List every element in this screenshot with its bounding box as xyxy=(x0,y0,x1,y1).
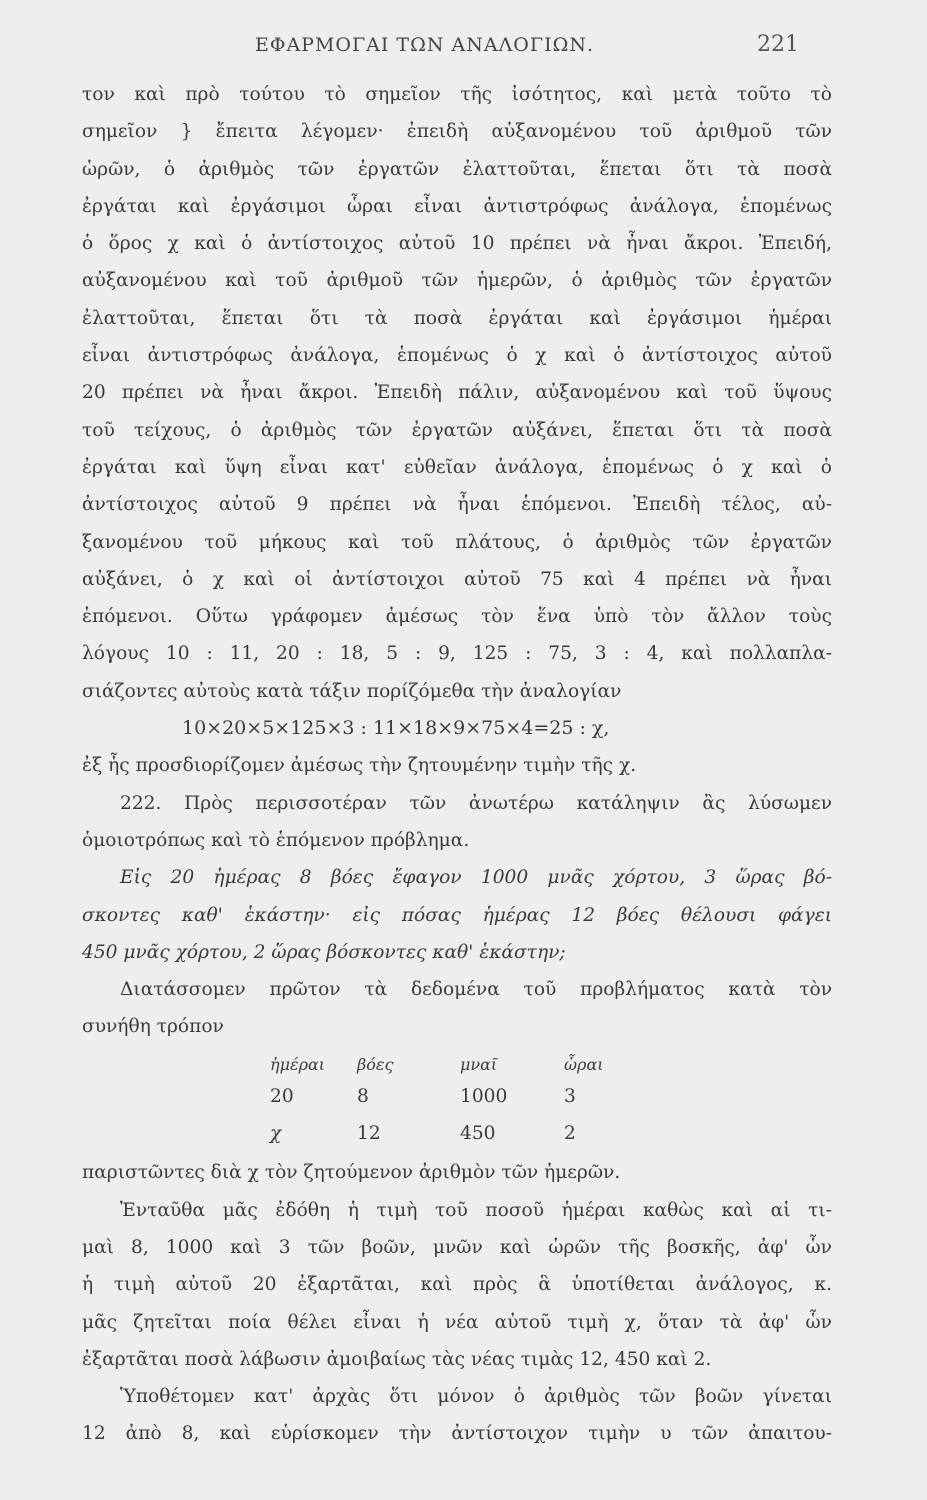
text-line: τοῦ τείχους, ὁ ἀριθμὸς τῶν ἐργατῶν αὐξάνει, ἕπεται ὅτι τὰ ποσὰ xyxy=(82,419,832,441)
text-line: τον καὶ πρὸ τούτου τὸ σημεῖον τῆς ἰσότητος, καὶ μετὰ τοῦτο τὸ xyxy=(82,84,832,105)
text-line: ἑπόμενοι. Οὕτω γράφομεν ἀμέσως τὸν ἕνα ὑπὸ τὸν ἄλλον τοὺς xyxy=(82,606,832,628)
problem-line: Εἰς 20 ἡμέρας 8 βόες ἔφαγον 1000 μνᾶς χόρτου, 3 ὥρας βό- xyxy=(120,867,832,889)
table-cell: 2 xyxy=(564,1123,576,1145)
text-line: συνήθη τρόπον xyxy=(82,1016,224,1038)
text-line: αὐξανομένου καὶ τοῦ ἀριθμοῦ τῶν ἡμερῶν, ὁ ἀριθμὸς τῶν ἐργατῶν xyxy=(82,270,832,292)
text-line: μαὶ 8, 1000 καὶ 3 τῶν βοῶν, μνῶν καὶ ὡρῶν τῆς βοσκῆς, ἀφ' ὧν xyxy=(82,1236,832,1258)
text-line: ἐργάται καὶ ἐργάσιμοι ὧραι εἶναι ἀντιστρόφως ἀνάλογα, ἑπομένως xyxy=(82,195,832,217)
text-line: αὐξάνει, ὁ χ καὶ οἱ ἀντίστοιχοι αὐτοῦ 75 καὶ 4 πρέπει νὰ ἦναι xyxy=(82,568,832,590)
text-line: ὡρῶν, ὁ ἀριθμὸς τῶν ἐργατῶν ἐλαττοῦται, ἕπεται ὅτι τὰ ποσὰ xyxy=(82,158,832,180)
table-cell: 1000 xyxy=(460,1085,508,1107)
table-cell: 20 xyxy=(270,1085,294,1107)
table-row xyxy=(82,1115,832,1152)
table-cell: 12 xyxy=(357,1123,381,1145)
text-line: ὁμοιοτρόπως καὶ τὸ ἑπόμενον πρόβλημα. xyxy=(82,829,470,851)
page-body xyxy=(82,76,832,1453)
table-header-cell: ὧραι xyxy=(564,1054,604,1074)
table-cell: χ xyxy=(270,1123,282,1145)
text-line: σιάζοντες αὐτοὺς κατὰ τάξιν πορίζόμεθα τὴν ἀναλογίαν xyxy=(82,680,622,702)
running-title: ΕΦΑΡΜΟΓΑΙ ΤΩΝ ΑΝΑΛΟΓΙΩΝ. xyxy=(255,34,594,56)
text-line: ἀντίστοιχος αὐτοῦ 9 πρέπει νὰ ἦναι ἑπόμενοι. Ἐπειδὴ τέλος, αὐ- xyxy=(82,494,832,516)
text-line: παριστῶντες διὰ χ τὸν ζητούμενον ἀριθμὸν τῶν ἡμερῶν. xyxy=(82,1162,621,1184)
text-line: ἐλαττοῦται, ἕπεται ὅτι τὰ ποσὰ ἐργάται καὶ ἐργάσιμοι ἡμέραι xyxy=(82,307,832,329)
text-line: ἐξ ἧς προσδιορίζομεν ἀμέσως τὴν ζητουμένην τιμὴν τῆς χ. xyxy=(82,755,637,777)
text-line: ἐργάται καὶ ὕψη εἶναι κατ' εὐθεῖαν ἀνάλογα, ἑπομένως ὁ χ καὶ ὁ xyxy=(82,456,832,478)
table-cell: 8 xyxy=(357,1085,369,1107)
table-header-row xyxy=(82,1048,832,1078)
text-line: ἡ τιμὴ αὐτοῦ 20 ἐξαρτᾶται, καὶ πρὸς ἃ ὑποτίθεται ἀνάλογος, κ. xyxy=(82,1274,832,1296)
text-line: ὁ ὅρος χ καὶ ὁ ἀντίστοιχος αὐτοῦ 10 πρέπει νὰ ἦναι ἄκροι. Ἐπειδή, xyxy=(82,233,832,255)
text-line: ἐξαρτᾶται ποσὰ λάβωσιν ἀμοιβαίως τὰς νέας τιμὰς 12, 450 καὶ 2. xyxy=(82,1348,712,1370)
text-line: 12 ἀπὸ 8, καὶ εὑρίσκομεν τὴν ἀντίστοιχον τιμὴν υ τῶν ἀπαιτου- xyxy=(82,1423,832,1445)
page-number: 221 xyxy=(757,32,799,57)
text-line: σημεῖον } ἔπειτα λέγομεν· ἐπειδὴ αὐξανομένου τοῦ ἀριθμοῦ τῶν xyxy=(82,121,832,143)
text-line: Ἐνταῦθα μᾶς ἐδόθη ἡ τιμὴ τοῦ ποσοῦ ἡμέραι καθὼς καὶ αἱ τι- xyxy=(120,1199,832,1221)
text-line: λόγους 10 : 11, 20 : 18, 5 : 9, 125 : 75, 3 : 4, καὶ πολλαπλα- xyxy=(82,643,832,665)
table-cell: 3 xyxy=(564,1085,576,1107)
page-header xyxy=(0,34,927,64)
text-line: Ὑποθέτομεν κατ' ἀρχὰς ὅτι μόνον ὁ ἀριθμὸς τῶν βοῶν γίνεται xyxy=(120,1386,832,1408)
table-row xyxy=(82,1078,832,1115)
text-line: εἶναι ἀντιστρόφως ἀνάλογα, ἑπομένως ὁ χ καὶ ὁ ἀντίστοιχος αὐτοῦ xyxy=(82,345,832,367)
text-line: Διατάσσομεν πρῶτον τὰ δεδομένα τοῦ προβλήματος κατὰ τὸν xyxy=(120,979,832,1001)
text-line: μᾶς ζητεῖται ποία θέλει εἶναι ἡ νέα αὐτοῦ τιμὴ χ, ὅταν τὰ ἀφ' ὧν xyxy=(82,1311,832,1333)
text-line: 20 πρέπει νὰ ἦναι ἄκροι. Ἐπειδὴ πάλιν, αὐξανομένου καὶ τοῦ ὕψους xyxy=(82,382,832,404)
data-table xyxy=(82,1048,832,1153)
table-header-cell: βόες xyxy=(357,1054,394,1074)
equation: 10×20×5×125×3 : 11×18×9×75×4=25 : χ, xyxy=(182,717,610,740)
problem-line: 450 μνᾶς χόρτου, 2 ὥρας βόσκοντες καθ' ἑκάστην; xyxy=(82,941,566,963)
table-cell: 450 xyxy=(460,1123,496,1145)
section-222-first-line: 222. Πρὸς περισσοτέραν τῶν ἀνωτέρω κατάληψιν ἂς λύσωμεν xyxy=(120,792,832,814)
problem-line: σκοντες καθ' ἑκάστην· εἰς πόσας ἡμέρας 12 βόες θέλουσι φάγει xyxy=(82,904,832,926)
table-header-cell: μναῖ xyxy=(460,1054,498,1074)
table-header-cell: ἡμέραι xyxy=(270,1054,326,1074)
text-line: ξανομένου τοῦ μήκους καὶ τοῦ πλάτους, ὁ ἀριθμὸς τῶν ἐργατῶν xyxy=(82,531,832,553)
